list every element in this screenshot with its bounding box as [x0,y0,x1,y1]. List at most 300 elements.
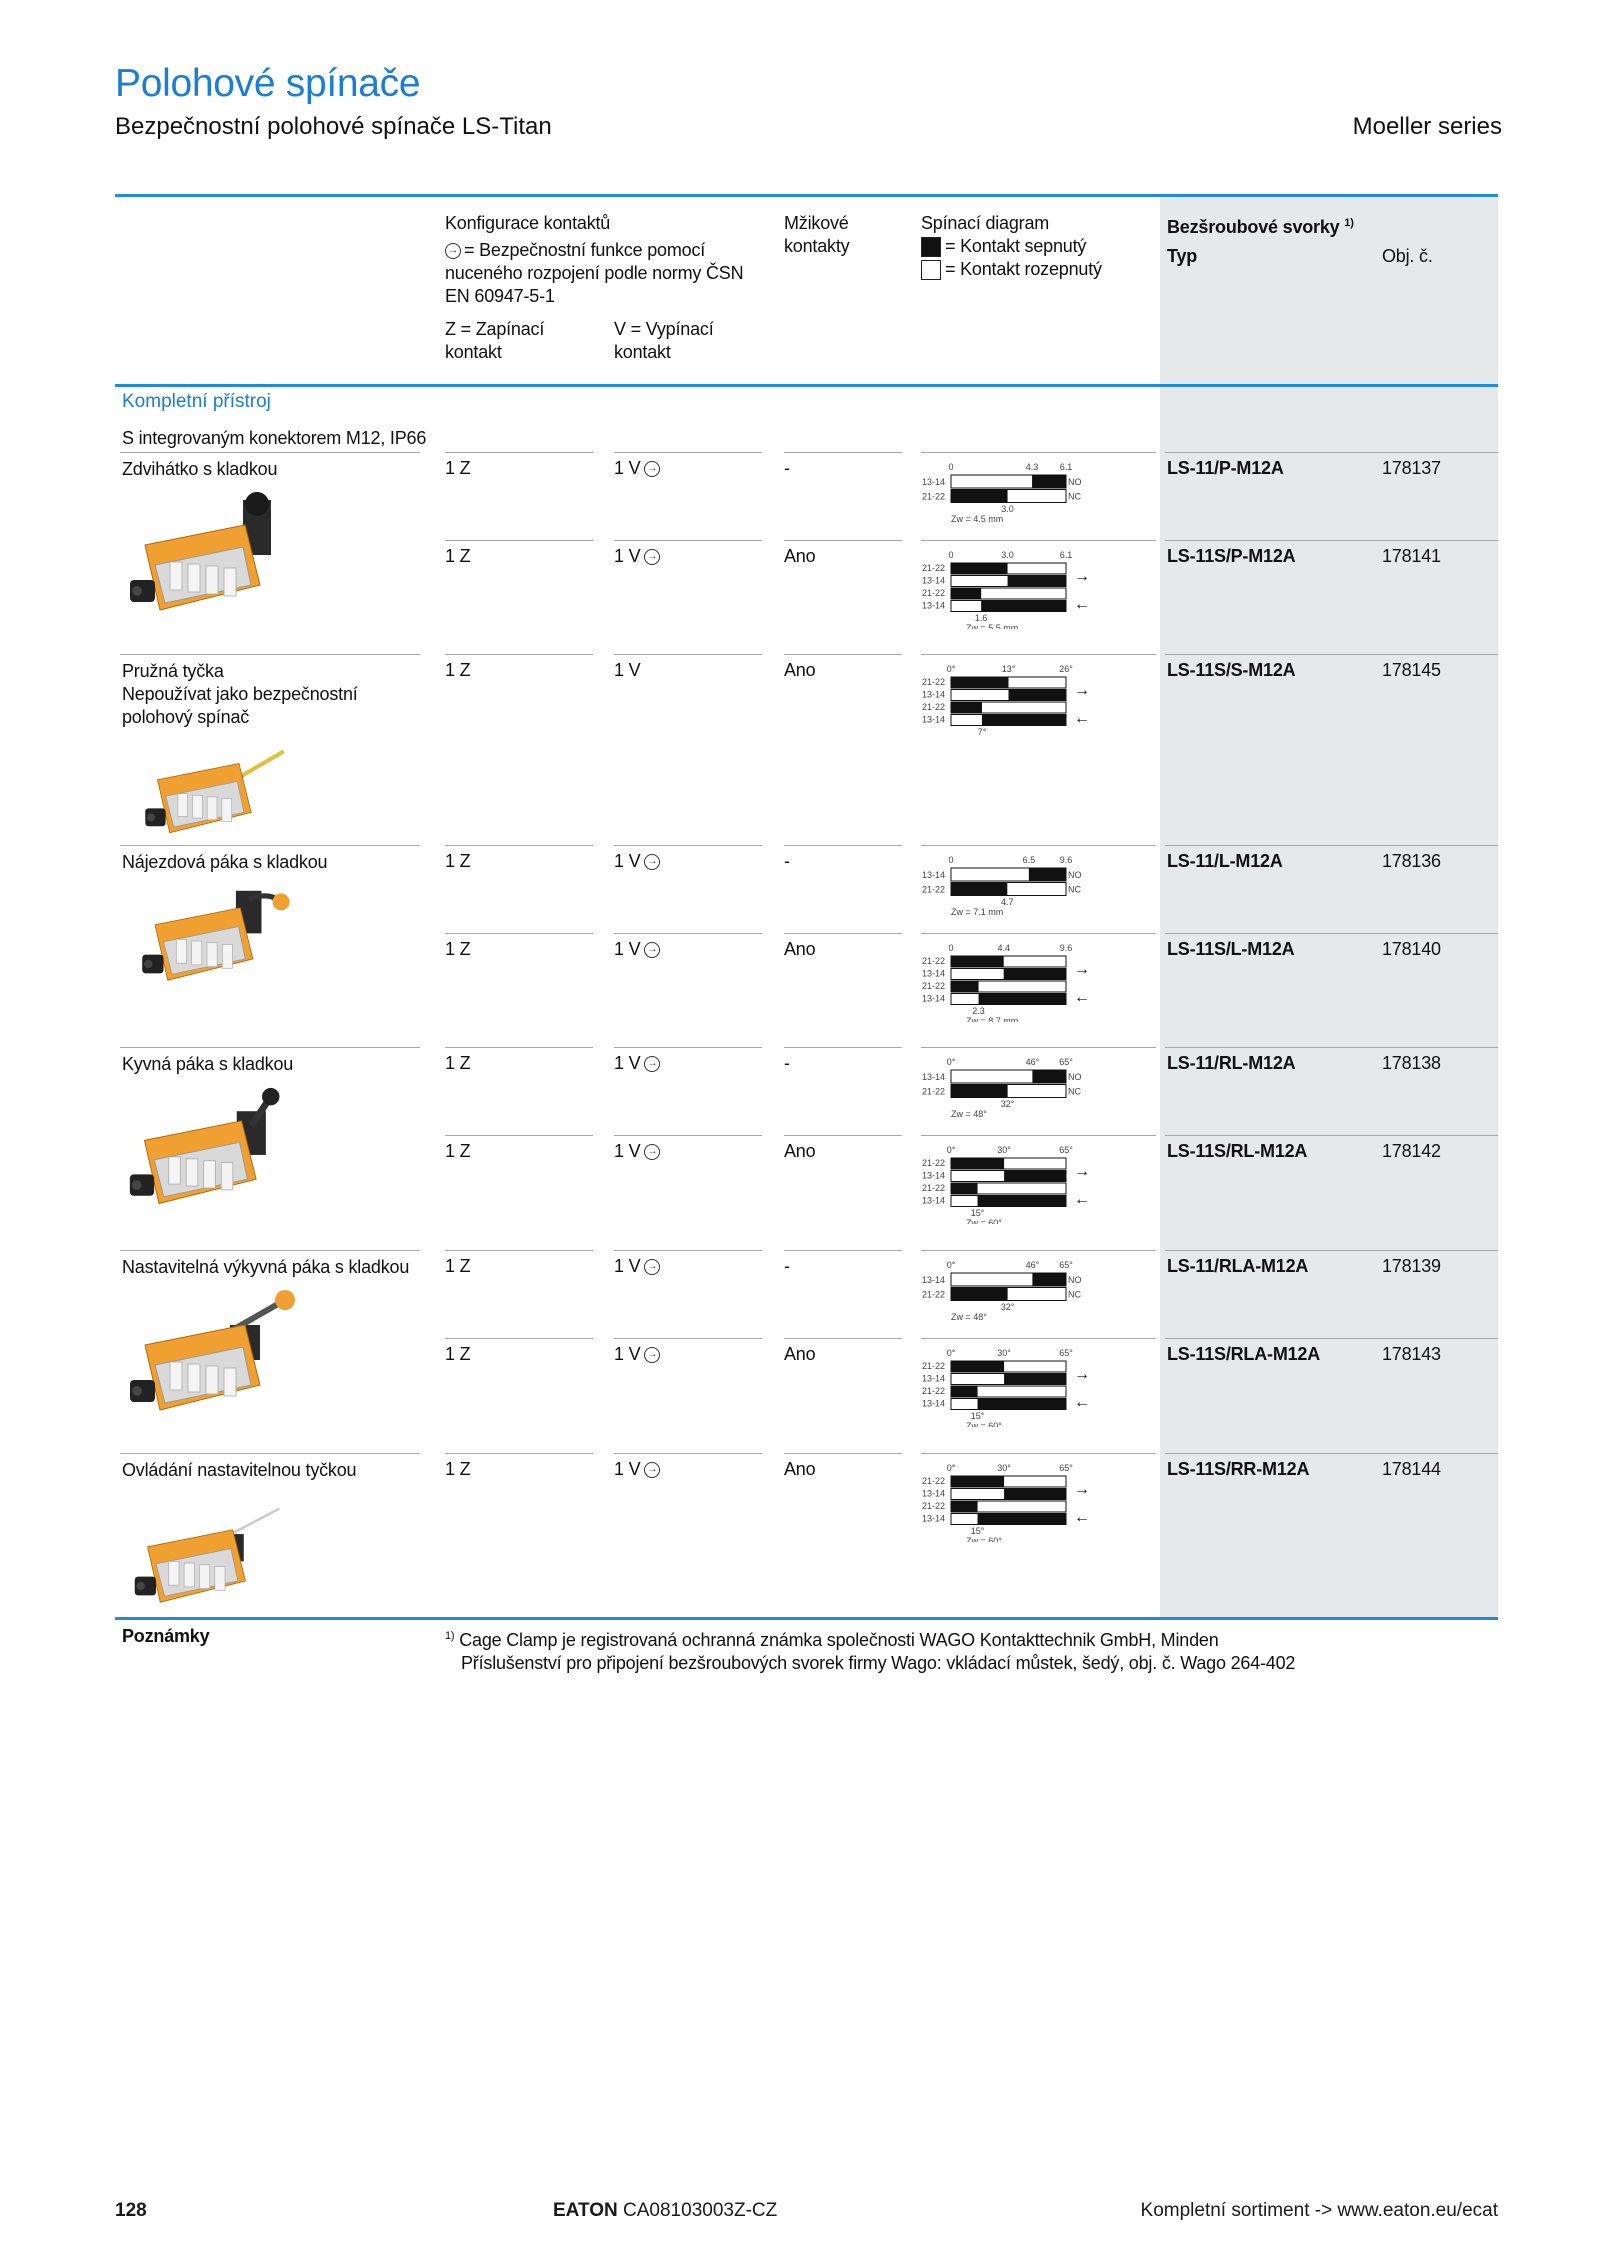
row-rule [921,933,1156,934]
row-rule [1165,1453,1498,1454]
adjustable-lever-switch-image [125,1290,300,1425]
diagram-top-label: 65° [1059,1463,1073,1473]
diagram-mid-label: 4.7 [1001,897,1014,907]
adjustable-rod-switch-image [125,1500,285,1615]
diagram-bar-closed [951,1501,978,1512]
contact-v-text: 1 V [614,458,641,478]
diagram-bar-closed [1032,1070,1066,1083]
footer-link[interactable]: Kompletní sortiment -> www.eaton.eu/ecat [1140,2200,1498,2221]
group-name: Kyvná páka s kladkou [122,1054,294,1074]
diagram-row-label: 13-14 [922,1195,946,1206]
diagram-travel-label: Zw = 4.5 mm [951,514,1004,523]
type-code: LS-11S/RR-M12A [1167,1459,1310,1479]
row-rule [921,452,1156,453]
notes-label: Poznámky [122,1626,210,1646]
contact-z: 1 Z [445,939,471,959]
config-safety-row [445,239,765,308]
diagram-cell [921,1056,1096,1123]
diagram-row-label: 13-14 [922,1513,946,1524]
diagram-bar-closed [951,1288,1008,1301]
page-number: 128 [115,2200,147,2221]
contact-v-text: 1 V [614,939,641,959]
diagram-cell [921,461,1096,528]
row-rule [784,1338,902,1339]
diagram-legend-open [921,258,1151,281]
snap-action: Ano [784,939,816,959]
diagram-cell [921,1144,1096,1229]
diagram-row-label: 21-22 [922,1476,946,1486]
diagram-top-label: 0 [948,855,954,865]
contact-v [614,545,660,568]
notes-text [445,1625,1495,1675]
arrow-right-icon: → [1074,682,1090,699]
diagram-row-label: 21-22 [922,563,946,573]
flexible-rod-switch-image [125,735,300,845]
contact-v-text: 1 V [614,546,641,566]
diagram-mid-label: 2.3 [972,1006,985,1016]
positive-opening-icon: → [644,854,660,870]
diagram-mid-label: 1.6 [974,613,988,623]
switching-diagram [921,942,1096,1022]
snap-action: Ano [784,1141,816,1161]
positive-opening-icon: → [445,243,461,259]
row-rule [614,654,762,655]
diagram-row-label: 13-14 [922,968,946,979]
diagram-contact-tag: NO [1068,477,1082,487]
contact-v [614,1052,660,1075]
arrow-left-icon: ← [1074,710,1090,727]
row-rule [1165,1250,1498,1251]
type-code: LS-11S/RLA-M12A [1167,1344,1321,1364]
row-rule [445,1047,593,1048]
order-number: 178136 [1382,851,1441,871]
row-rule [445,1453,593,1454]
arrow-right-icon: → [1074,1481,1090,1498]
diagram-row-label: 13-14 [922,1373,946,1384]
diagram-bar-closed [951,490,1008,503]
row-rule [614,845,762,846]
diagram-top-label: 6.1 [1059,462,1073,472]
snap-action: - [784,458,790,478]
row-rule [921,1453,1156,1454]
diagram-cell [921,1347,1096,1432]
order-number: 178142 [1382,1141,1441,1161]
diagram-row-label: 13-14 [922,689,946,700]
row-rule [784,540,902,541]
switch-body-graphic [125,1085,295,1220]
switching-diagram [921,1347,1096,1427]
contact-z: 1 Z [445,1256,471,1276]
diagram-bar-closed [978,1514,1066,1525]
diagram-contact-tag: NO [1068,870,1082,880]
diagram-top-label: 6.1 [1059,550,1073,560]
diagram-bar-closed [951,702,982,713]
contact-v [614,1255,660,1278]
arrow-left-icon: ← [1074,596,1090,613]
type-code: LS-11/RL-M12A [1167,1053,1296,1073]
diagram-top-label: 4.3 [1025,462,1039,472]
row-rule [921,845,1156,846]
row-rule [445,452,593,453]
arrow-left-icon: ← [1074,989,1090,1006]
diagram-contact-tag: NC [1068,884,1081,895]
row-rule [921,1338,1156,1339]
config-header [445,212,765,308]
config-v-legend: V = Vypínací kontakt [614,319,714,362]
group-name: Nájezdová páka s kladkou [122,852,328,872]
diagram-contact-tag: NC [1068,1289,1081,1300]
diagram-bar-closed [951,1158,1004,1169]
diagram-contact-tag: NO [1068,1275,1082,1285]
switch-body-graphic [125,1290,300,1425]
diagram-top-label: 30° [997,1348,1011,1358]
diagram-travel-label: Zw = 8.7 mm [966,1016,1019,1022]
diagram-row-label: 21-22 [922,884,946,895]
diagram-top-label: 46° [1025,1260,1040,1270]
type-code: LS-11/P-M12A [1167,458,1284,478]
contact-v [614,457,660,480]
snap-action: Ano [784,660,816,680]
arrow-left-icon: ← [1074,1394,1090,1411]
contact-v-text: 1 V [614,1459,641,1479]
footer-doc [553,2200,777,2222]
row-rule [445,1250,593,1251]
switching-diagram [921,1144,1096,1224]
switch-body-graphic [125,1500,285,1615]
row-rule [1165,654,1498,655]
diagram-top-label: 4.4 [997,943,1010,953]
config-z-legend: Z = Zapínací kontakt [445,319,545,362]
diagram-contact-tag: NC [1068,491,1081,502]
roller-lever-switch-image [125,878,300,993]
diagram-contact-tag: NC [1068,1086,1081,1097]
contact-v-text: 1 V [614,1256,641,1276]
contact-z: 1 Z [445,546,471,566]
diagram-top-label: 0° [946,1348,956,1358]
row-rule [445,1135,593,1136]
diagram-row-label: 13-14 [922,600,946,611]
row-rule [445,1338,593,1339]
diagram-travel-label: Zw = 48° [951,1312,987,1321]
diagram-row-label: 21-22 [922,491,946,502]
contact-z: 1 Z [445,1053,471,1073]
row-rule [1165,540,1498,541]
arrow-left-icon: ← [1074,1191,1090,1208]
diagram-row-label: 13-14 [922,1170,946,1181]
row-rule [784,1047,902,1048]
diagram-top-label: 3.0 [1001,550,1014,560]
diagram-row-label: 13-14 [922,1072,946,1082]
diagram-row-label: 21-22 [922,1501,946,1511]
diagram-row-label: 13-14 [922,714,946,725]
diagram-row-label: 13-14 [922,993,946,1004]
row-rule [614,933,762,934]
snap-action: Ano [784,1344,816,1364]
switching-diagram [921,854,1096,916]
switching-diagram [921,1462,1096,1542]
series-label: Moeller series [1352,113,1502,140]
diagram-row-label: 21-22 [922,677,946,687]
diagram-top-label: 0 [948,943,954,953]
diagram-bar-closed [1004,969,1066,980]
diagram-top-label: 30° [997,1145,1011,1155]
diagram-mid-label: 15° [970,1526,985,1536]
diagram-bar-closed [1008,576,1066,587]
notes-line-1 [445,1625,1495,1652]
diagram-top-label: 0° [946,664,956,674]
diagram-bar-closed [978,1399,1066,1410]
row-rule [784,845,902,846]
group-rule [120,452,420,453]
config-title: Konfigurace kontaktů [445,213,611,233]
contact-v [614,938,660,961]
diagram-bar-closed [1004,1171,1066,1182]
page-title: Polohové spínače [115,62,421,105]
contact-v-text: 1 V [614,1053,641,1073]
positive-opening-icon: → [644,1462,660,1478]
diagram-top-label: 9.6 [1059,855,1073,865]
diagram-bar-closed [951,1085,1008,1098]
row-rule [921,1250,1156,1251]
diagram-row-label: 21-22 [922,981,946,991]
diagram-row-label: 21-22 [922,1158,946,1168]
switching-diagram [921,1056,1096,1118]
group-rule [120,654,420,655]
snap-action: - [784,1256,790,1276]
switching-diagram [921,549,1096,629]
contact-v [614,659,640,682]
row-rule [614,1047,762,1048]
diagram-bar-closed [1004,1489,1066,1500]
positive-opening-icon: → [644,1056,660,1072]
snap-contacts-header: Mžikové kontakty [784,213,850,256]
diagram-top-label: 0 [948,462,954,472]
order-number: 178138 [1382,1053,1441,1073]
diagram-bar-closed [951,981,979,992]
section-title: Kompletní přístroj [122,391,271,412]
order-number: 178145 [1382,660,1441,680]
snap-action: - [784,1053,790,1073]
diagram-bar-closed [951,563,1008,574]
arrow-right-icon: → [1074,1163,1090,1180]
section-subtitle: S integrovaným konektorem M12, IP66 [122,428,427,448]
terminals-title: Bezšroubové svorky [1167,217,1340,237]
order-number: 178144 [1382,1459,1441,1479]
row-rule [1165,452,1498,453]
diagram-mid-label: 7° [977,727,987,737]
diagram-row-label: 21-22 [922,956,946,966]
diagram-bar-closed [982,715,1066,726]
terminals-header [1167,212,1467,239]
row-rule [784,452,902,453]
diagram-bar-closed [1029,868,1066,881]
diagram-cell [921,1259,1096,1326]
group-name: Pružná tyčka Nepoužívat jako bezpečnostní polohový spínač [122,661,358,727]
row-rule [921,540,1156,541]
diagram-row-label: 21-22 [922,588,946,598]
section-rule [115,384,1498,387]
diagram-bar-closed [951,1361,1004,1372]
diagram-mid-label: 32° [1000,1099,1015,1109]
page-subtitle: Bezpečnostní polohové spínače LS-Titan [115,113,552,140]
row-rule [1165,933,1498,934]
row-rule [614,540,762,541]
row-rule [784,933,902,934]
diagram-cell [921,942,1096,1027]
diagram-top-label: 6.5 [1022,855,1036,865]
type-code: LS-11S/P-M12A [1167,546,1296,566]
row-rule [1165,1135,1498,1136]
row-rule [784,1250,902,1251]
contact-v-text: 1 V [614,660,641,680]
type-code: LS-11S/RL-M12A [1167,1141,1308,1161]
type-code: LS-11S/L-M12A [1167,939,1295,959]
footer-brand: EATON [553,2200,618,2221]
diagram-row-label: 13-14 [922,1398,946,1409]
diagram-row-label: 13-14 [922,477,946,487]
diagram-bar-closed [951,588,981,599]
contact-z: 1 Z [445,851,471,871]
switching-diagram [921,1259,1096,1321]
diagram-bar-closed [981,601,1066,612]
diagram-top-label: 0° [946,1260,956,1270]
diagram-cell [921,549,1096,634]
diagram-top-label: 65° [1059,1348,1073,1358]
group-name: Nastavitelná výkyvná páka s kladkou [122,1257,410,1277]
diagram-bar-closed [1009,690,1067,701]
rotary-lever-switch-image [125,1085,295,1220]
contact-v [614,850,660,873]
positive-opening-icon: → [644,549,660,565]
positive-opening-icon: → [644,1144,660,1160]
diagram-top-label: 0° [946,1145,956,1155]
order-number: 178143 [1382,1344,1441,1364]
open-swatch-icon [921,260,941,280]
contact-z: 1 Z [445,1459,471,1479]
row-rule [445,654,593,655]
diagram-row-label: 21-22 [922,1386,946,1396]
row-rule [614,1338,762,1339]
diagram-bar-closed [979,994,1066,1005]
order-header: Obj. č. [1382,246,1433,266]
diagram-row-label: 13-14 [922,1488,946,1499]
row-rule [614,1250,762,1251]
diagram-top-label: 65° [1059,1057,1073,1067]
diagram-bar-closed [978,1196,1066,1207]
arrow-right-icon: → [1074,1366,1090,1383]
group-rule [120,845,420,846]
row-rule [784,654,902,655]
row-rule [921,1047,1156,1048]
row-rule [921,654,1156,655]
contact-v-text: 1 V [614,1344,641,1364]
diagram-top-label: 65° [1059,1145,1073,1155]
diagram-mid-label: 15° [970,1208,985,1218]
group-rule [120,1047,420,1048]
diagram-bar-closed [951,956,1004,967]
diagram-top-label: 0° [946,1057,956,1067]
contact-v-text: 1 V [614,851,641,871]
diagram-row-label: 13-14 [922,575,946,586]
footer-doc-code: CA08103003Z-CZ [623,2200,778,2221]
contact-z: 1 Z [445,458,471,478]
diagram-row-label: 21-22 [922,1361,946,1371]
switch-body-graphic [125,878,300,993]
diagram-top-label: 9.6 [1059,943,1073,953]
diagram-cell [921,663,1096,748]
diagram-row-label: 21-22 [922,1183,946,1193]
diagram-top-label: 46° [1025,1057,1040,1067]
positive-opening-icon: → [644,942,660,958]
diagram-cell [921,1462,1096,1547]
type-column-background [1160,197,1498,1617]
diagram-top-label: 65° [1059,1260,1073,1270]
diagram-title: Spínací diagram [921,213,1050,233]
group-rule [120,1250,420,1251]
diagram-travel-label: Zw = 60° [966,1218,1002,1224]
type-code: LS-11S/S-M12A [1167,660,1296,680]
notes-rule [115,1617,1498,1620]
order-number: 178141 [1382,546,1441,566]
diagram-contact-tag: NO [1068,1072,1082,1082]
positive-opening-icon: → [644,1347,660,1363]
positive-opening-icon: → [644,461,660,477]
diagram-bar-closed [1032,1273,1066,1286]
row-rule [1165,1338,1498,1339]
terminals-footnote-mark: 1) [1344,217,1354,229]
row-rule [921,1135,1156,1136]
diagram-mid-label: 15° [970,1411,985,1421]
positive-opening-icon: → [644,1259,660,1275]
snap-action: - [784,851,790,871]
switch-body-graphic [125,735,300,845]
row-rule [784,1453,902,1454]
contact-z: 1 Z [445,1141,471,1161]
diagram-row-label: 13-14 [922,870,946,880]
notes-line-1-text: Cage Clamp je registrovaná ochranná známka společnosti WAGO Kontakttechnik GmbH, Minden [459,1630,1219,1650]
arrow-right-icon: → [1074,568,1090,585]
diagram-top-label: 26° [1059,664,1073,674]
diagram-cell [921,854,1096,921]
switching-diagram [921,461,1096,523]
type-header: Typ [1167,246,1198,266]
diagram-travel-label: Zw = 7.1 mm [951,907,1004,916]
switch-body-graphic [125,490,300,625]
row-rule [445,540,593,541]
diagram-bar-closed [951,1386,978,1397]
table-top-rule [115,194,1498,197]
row-rule [1165,1047,1498,1048]
contact-v [614,1343,660,1366]
row-rule [784,1135,902,1136]
snap-action: Ano [784,1459,816,1479]
contact-z: 1 Z [445,1344,471,1364]
type-code: LS-11/RLA-M12A [1167,1256,1309,1276]
diagram-top-label: 13° [1001,664,1016,674]
switching-diagram [921,663,1096,743]
row-rule [445,933,593,934]
group-name: Zdvihátko s kladkou [122,459,278,479]
diagram-bar-closed [951,1183,978,1194]
diagram-bar-closed [951,1476,1004,1487]
row-rule [445,845,593,846]
diagram-bar-closed [1032,475,1066,488]
diagram-row-label: 21-22 [922,702,946,712]
closed-swatch-icon [921,237,941,257]
row-rule [614,452,762,453]
diagram-header [921,212,1151,281]
snap-action: Ano [784,546,816,566]
